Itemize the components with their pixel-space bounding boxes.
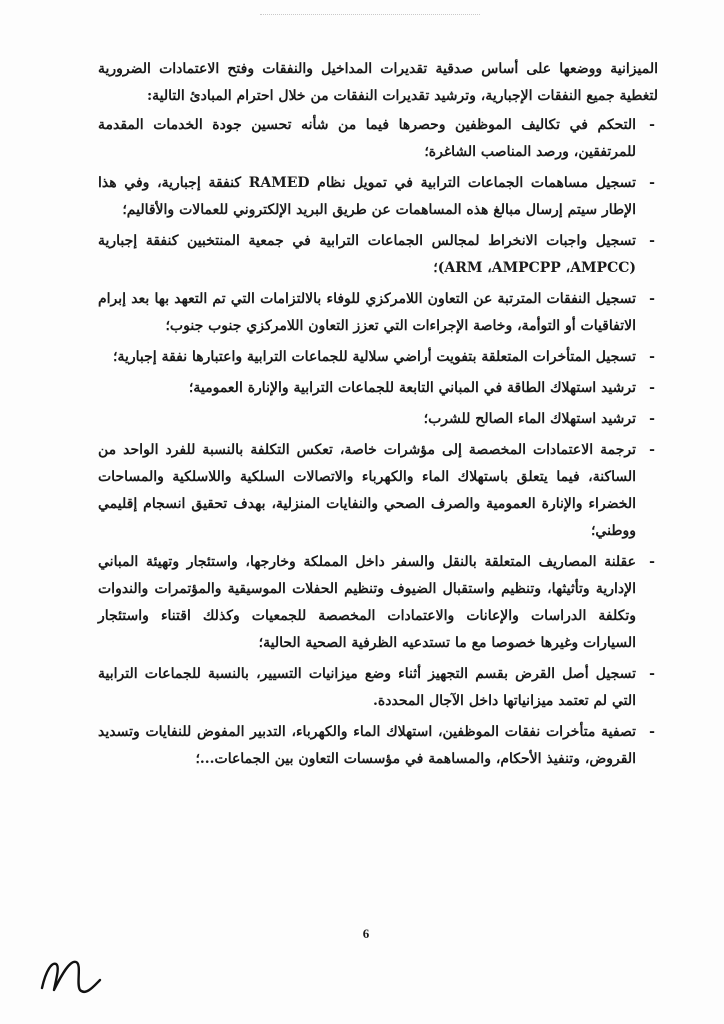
list-item	[98, 406, 658, 433]
top-divider	[260, 14, 480, 15]
list-item	[98, 719, 658, 773]
list-item	[98, 228, 658, 282]
list-item	[98, 344, 658, 371]
list-item-text: تسجيل أصل القرض بقسم التجهيز أثناء وضع ميزانيات التسيير، بالنسبة للجماعات الترابية التي لم تعتمد ميزانياتها داخل الآجال المحددة.	[98, 666, 636, 709]
list-item-text: تصفية متأخرات نفقات الموظفين، استهلاك الماء والكهرباء، التدبير المفوض للنفايات وتسديد القروض، وتنفيذ الأحكام، والمساهمة في مؤسسات التعاون بين الجماعات...؛	[98, 724, 636, 767]
list-item	[98, 112, 658, 166]
list-item	[98, 661, 658, 715]
page-number: 6	[362, 926, 370, 941]
list-item-text: تسجيل النفقات المترتبة عن التعاون اللامركزي للوفاء بالالتزامات التي تم التعهد بها بعد إبرام الاتفاقيات أو التوأمة، وخاصة الإجراءات التي تعزز التعاون اللامركزي جنوب جنوب؛	[98, 291, 636, 334]
bullet-dash: -	[649, 233, 655, 249]
bullet-dash: -	[649, 117, 655, 133]
list-item	[98, 170, 658, 224]
list-item-text: ترجمة الاعتمادات المخصصة إلى مؤشرات خاصة، تعكس التكلفة بالنسبة للفرد الواحد من الساكنة، فيما يتعلق باستهلاك الماء والكهرباء والاتصالات السلكية واللاسلكية والمساحات الخضراء والإنارة العمومية والصرف الصحي والنفايات المنزلية، بهدف تحقيق انسجام إقليمي ووطني؛	[98, 442, 636, 539]
bullet-dash: -	[649, 554, 655, 570]
intro-paragraph: الميزانية ووضعها على أساس صدقية تقديرات المداخيل والنفقات وفتح الاعتمادات الضرورية لتغطية جميع النفقات الإجبارية، وترشيد تقديرات النفقات من خلال احترام المبادئ التالية:	[98, 61, 658, 104]
bullet-dash: -	[649, 380, 655, 396]
principles-list	[98, 112, 658, 773]
bullet-dash: -	[649, 442, 655, 458]
bullet-dash: -	[649, 349, 655, 365]
list-item-text: التحكم في تكاليف الموظفين وحصرها فيما من شأنه تحسين جودة الخدمات المقدمة للمرتفقين، ورصد المناصب الشاغرة؛	[98, 117, 636, 160]
list-item-text: ترشيد استهلاك الطاقة في المباني التابعة للجماعات الترابية والإنارة العمومية؛	[188, 380, 636, 396]
document-body	[98, 56, 658, 777]
list-item	[98, 437, 658, 545]
handwritten-initial	[36, 950, 106, 1000]
list-item-text: عقلنة المصاريف المتعلقة بالنقل والسفر داخل المملكة وخارجها، واستئجار وتهيئة المباني الإدارية وتأثيثها، وتنظيم واستقبال الضيوف وتنظيم الحفلات الموسيقية والمؤتمرات والندوات وتكلفة الدراسات والإعانات والاعتمادات المخصصة للجمعيات وكذلك اقتناء واستئجار السيارات وغيرها خصوصا مع ما تستدعيه الظرفية الصحية الحالية؛	[98, 554, 636, 651]
bullet-dash: -	[649, 291, 655, 307]
bullet-dash: -	[649, 411, 655, 427]
list-item	[98, 549, 658, 657]
bullet-dash: -	[649, 724, 655, 740]
bullet-dash: -	[649, 666, 655, 682]
list-item	[98, 375, 658, 402]
list-item-text: تسجيل المتأخرات المتعلقة بتفويت أراضي سلالية للجماعات الترابية واعتبارها نفقة إجبارية؛	[113, 349, 636, 365]
list-item-text: تسجيل واجبات الانخراط لمجالس الجماعات الترابية في جمعية المنتخبين كنفقة إجبارية (ARM ،AMPCPP ،AMPCC)؛	[98, 233, 636, 276]
list-item	[98, 286, 658, 340]
list-item-text: تسجيل مساهمات الجماعات الترابية في تمويل نظام RAMED كنفقة إجبارية، وفي هذا الإطار سيتم إرسال مبالغ هذه المساهمات عن طريق البريد الإلكتروني للعمالات والأقاليم؛	[98, 175, 636, 218]
list-item-text: ترشيد استهلاك الماء الصالح للشرب؛	[423, 411, 636, 427]
bullet-dash: -	[649, 175, 655, 191]
